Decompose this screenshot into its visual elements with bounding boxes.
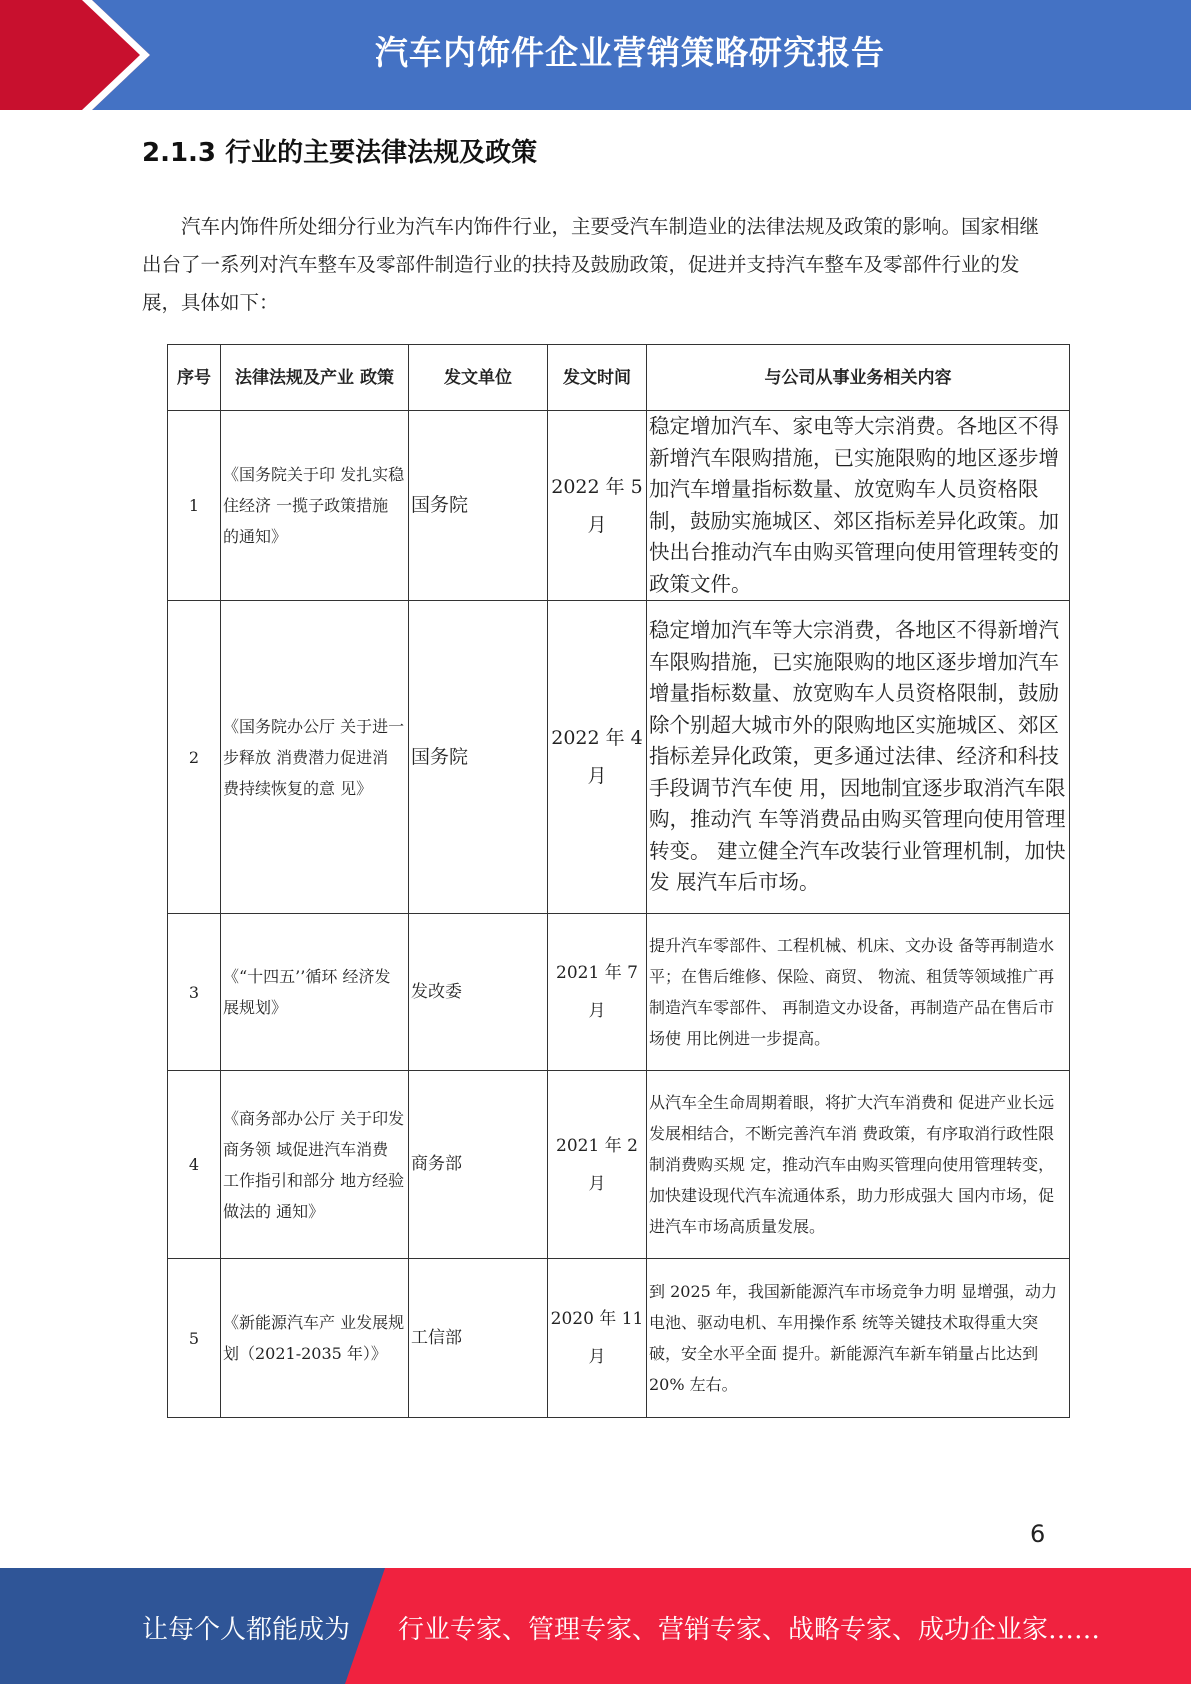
header-law: 法律法规及产业 政策 [221, 345, 409, 411]
row-date: 2021 年 2 月 [548, 1071, 647, 1259]
footer-slogan-right: 行业专家、管理专家、营销专家、战略专家、成功企业家…… [398, 1615, 1101, 1645]
section-heading: 2.1.3 行业的主要法律法规及政策 [142, 138, 538, 168]
row-org: 发改委 [409, 914, 548, 1071]
row-content: 从汽车全生命周期着眼，将扩大汽车消费和 促进产业长远发展相结合，不断完善汽车消 费政策，有序取消行政性限制消费购买规 定，推动汽车由购买管理向使用管理转变， 加快建设现代汽车流通体系，助力形成强大 国内市场，促进汽车市场高质量发展。 [647, 1071, 1070, 1259]
row-date: 2020 年 11 月 [548, 1259, 647, 1418]
row-org: 国务院 [409, 601, 548, 914]
header-date: 发文时间 [548, 345, 647, 411]
row-law: 《“十四五’’循环 经济发展规划》 [221, 914, 409, 1071]
row-content: 稳定增加汽车、家电等大宗消费。各地区不得新增汽车限购措施，已实施限购的地区逐步增加汽车增量指标数量、放宽购车人员资格限制，鼓励实施城区、郊区指标差异化政策。加快出台推动汽车由购买管理向使用管理转变的政策文件。 [647, 411, 1070, 601]
row-content: 到 2025 年，我国新能源汽车市场竞争力明 显增强，动力电池、驱动电机、车用操作系 统等关键技术取得重大突破，安全水平全面 提升。新能源汽车新车销量占比达到 20% 左右。 [647, 1259, 1070, 1418]
header-org: 发文单位 [409, 345, 548, 411]
row-law: 《国务院关于印 发扎实稳住经济 一揽子政策措施 的通知》 [221, 411, 409, 601]
page-footer [0, 1568, 1191, 1684]
table-row [168, 601, 1070, 914]
row-law: 《商务部办公厅 关于印发商务领 域促进汽车消费 工作指引和部分 地方经验做法的 通知》 [221, 1071, 409, 1259]
header-content: 与公司从事业务相关内容 [647, 345, 1070, 411]
row-date: 2021 年 7 月 [548, 914, 647, 1071]
footer-slogan-left: 让每个人都能成为 [142, 1615, 351, 1645]
row-content: 稳定增加汽车等大宗消费，各地区不得新增汽车限购措施，已实施限购的地区逐步增加汽车增量指标数量、放宽购车人员资格限制，鼓励除个别超大城市外的限购地区实施城区、郊区指标差异化政策，更多通过法律、经济和科技手段调节汽车使 用，因地制宜逐步取消汽车限购，推动汽 车等消费品由购买管理向使用管理转变。 建立健全汽车改装行业管理机制，加快发 展汽车后市场。 [647, 601, 1070, 914]
page-header [0, 0, 1191, 110]
row-no: 5 [168, 1259, 221, 1418]
row-org: 商务部 [409, 1071, 548, 1259]
table-header-row [168, 345, 1070, 411]
header-no: 序号 [168, 345, 221, 411]
row-law: 《新能源汽车产 业发展规划（2021-2035 年）》 [221, 1259, 409, 1418]
table-row [168, 1071, 1070, 1259]
row-no: 2 [168, 601, 221, 914]
row-org: 国务院 [409, 411, 548, 601]
row-no: 1 [168, 411, 221, 601]
page-number: 6 [1030, 1520, 1046, 1548]
row-date: 2022 年 4 月 [548, 601, 647, 914]
policy-table [167, 344, 1070, 1418]
row-no: 4 [168, 1071, 221, 1259]
table-row [168, 411, 1070, 601]
row-content: 提升汽车零部件、工程机械、机床、文办设 备等再制造水平；在售后维修、保险、商贸、 物流、租赁等领域推广再制造汽车零部件、 再制造文办设备，再制造产品在售后市场使 用比例进一步提高。 [647, 914, 1070, 1071]
row-date: 2022 年 5 月 [548, 411, 647, 601]
row-law: 《国务院办公厅 关于进一步释放 消费潜力促进消 费持续恢复的意 见》 [221, 601, 409, 914]
table-row [168, 914, 1070, 1071]
intro-paragraph: 汽车内饰件所处细分行业为汽车内饰件行业，主要受汽车制造业的法律法规及政策的影响。国家相继出台了一系列对汽车整车及零部件制造行业的扶持及鼓励政策，促进并支持汽车整车及零部件行业的发展，具体如下： [142, 215, 1040, 314]
row-no: 3 [168, 914, 221, 1071]
table-row [168, 1259, 1070, 1418]
report-title: 汽车内饰件企业营销策略研究报告 [375, 33, 885, 72]
row-org: 工信部 [409, 1259, 548, 1418]
